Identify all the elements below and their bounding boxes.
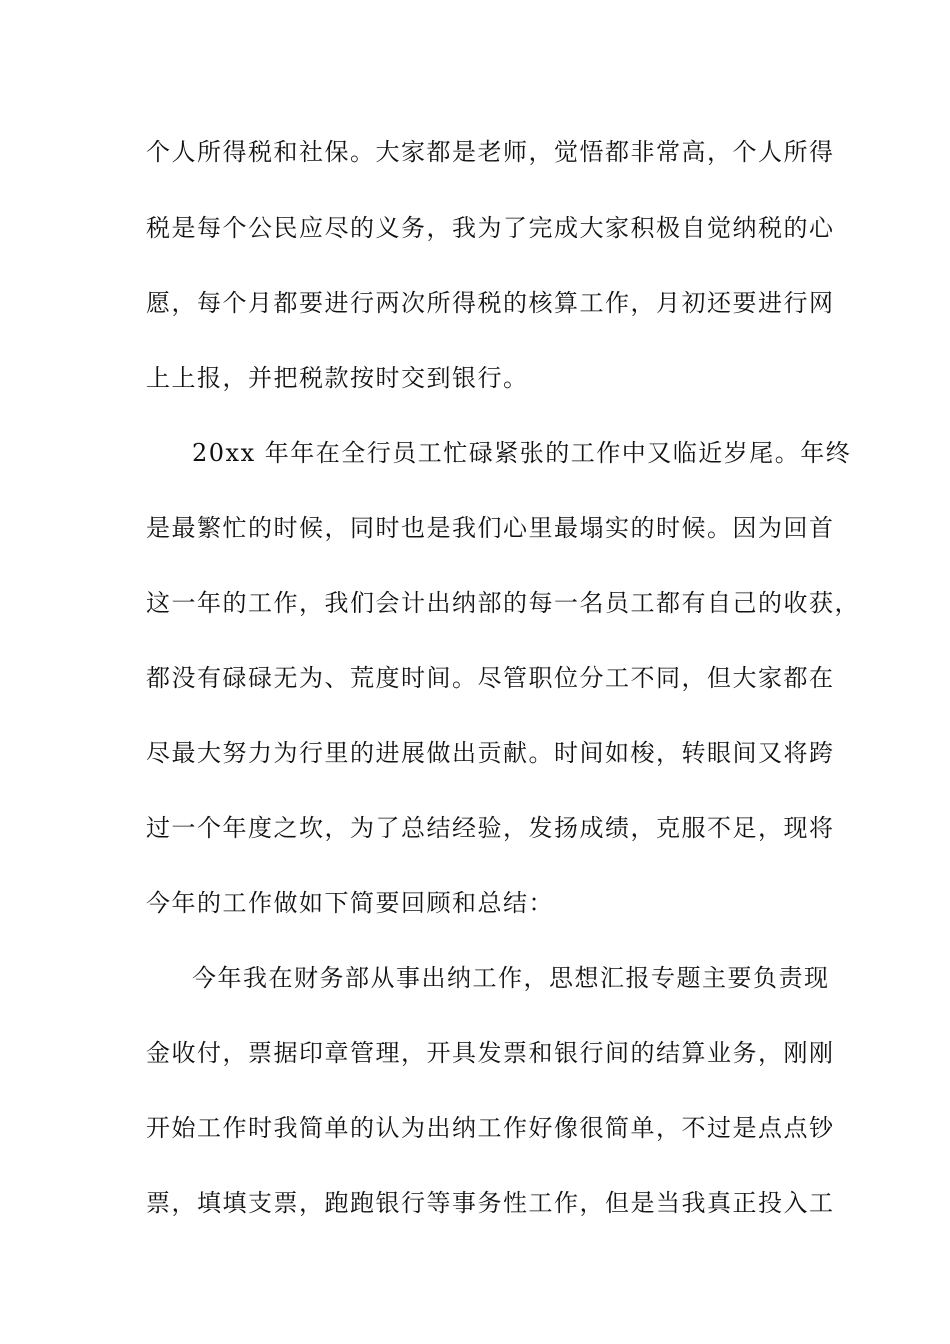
text-line: 尽最大努力为行里的进展做出贡献。时间如梭，转眼间又将跨 [146, 739, 835, 767]
text-line: 个人所得税和社保。大家都是老师，觉悟都非常高，个人所得 [146, 138, 835, 166]
text-line: 票，填填支票，跑跑银行等事务性工作，但是当我真正投入工 [146, 1189, 835, 1217]
text-line: 税是每个公民应尽的义务，我为了完成大家积极自觉纳税的心 [146, 214, 835, 242]
paragraph-first-line: 今年我在财务部从事出纳工作，思想汇报专题主要负责现 [192, 964, 830, 992]
text-line: 金收付，票据印章管理，开具发票和银行间的结算业务，刚刚 [146, 1039, 835, 1067]
text-line: 今年的工作做如下简要回顾和总结： [146, 889, 554, 917]
text-line: 都没有碌碌无为、荒度时间。尽管职位分工不同，但大家都在 [146, 664, 835, 692]
text-line: 这一年的工作，我们会计出纳部的每一名员工都有自己的收获， [146, 589, 860, 617]
text-line: 过一个年度之坎，为了总结经验，发扬成绩，克服不足，现将 [146, 814, 835, 842]
text-line: 上上报，并把税款按时交到银行。 [146, 364, 529, 392]
paragraph-first-line: 20xx 年年在全行员工忙碌紧张的工作中又临近岁尾。年终 [192, 439, 852, 467]
text-line: 开始工作时我简单的认为出纳工作好像很简单，不过是点点钞 [146, 1114, 835, 1142]
text-line: 愿，每个月都要进行两次所得税的核算工作，月初还要进行网 [146, 289, 835, 317]
text-line: 是最繁忙的时候，同时也是我们心里最塌实的时候。因为回首 [146, 514, 835, 542]
